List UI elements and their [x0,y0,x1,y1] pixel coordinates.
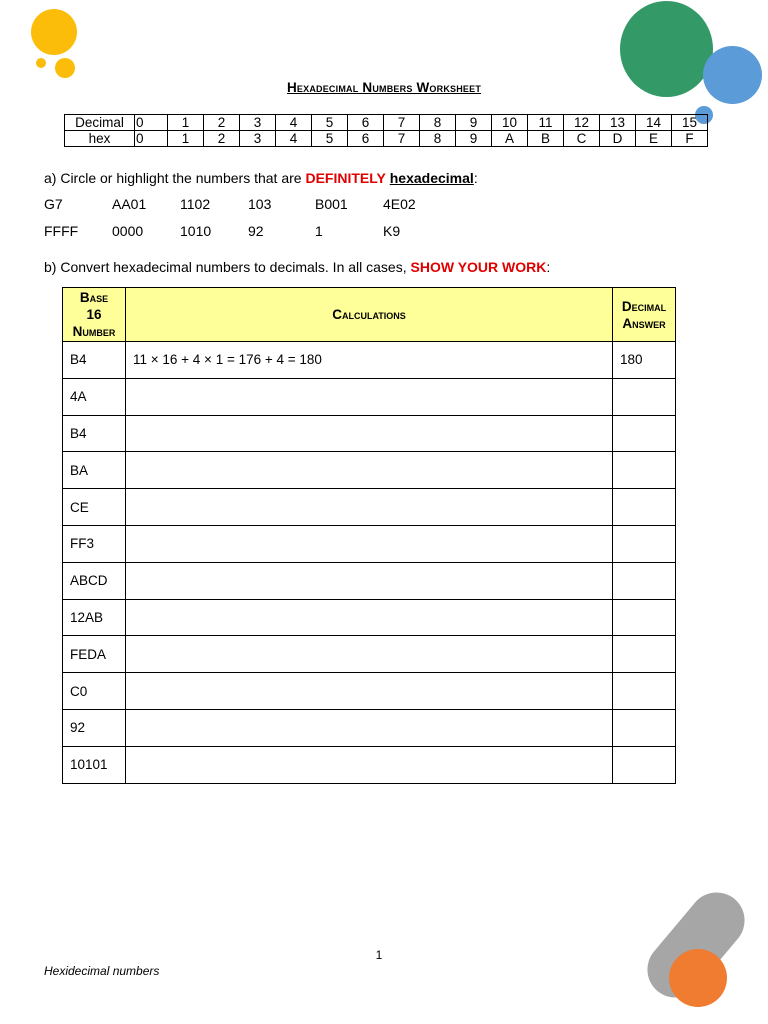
calculation-cell[interactable] [126,525,613,562]
hex-cell: E [636,131,672,147]
calculation-cell[interactable] [126,636,613,673]
number-options-row [44,223,464,250]
page-title: Hexadecimal Numbers Worksheet [286,80,482,95]
header-line: 16 [86,307,102,322]
decimal-cell: 15 [672,115,708,131]
calculation-cell[interactable] [126,452,613,489]
answer-cell[interactable] [613,452,676,489]
hex-number-cell: 92 [63,709,126,746]
hex-number-cell: B4 [63,342,126,379]
hex-number-cell: FEDA [63,636,126,673]
hex-cell: 2 [204,131,240,147]
calculation-cell[interactable] [126,599,613,636]
number-options [44,196,464,250]
question-a-emphasis: DEFINITELY [305,170,386,186]
decimal-cell: 10 [492,115,528,131]
answer-cell[interactable] [613,636,676,673]
calculation-cell[interactable]: 11 × 16 + 4 × 1 = 176 + 4 = 180 [126,342,613,379]
decimal-cell: 0 [135,115,168,131]
answer-cell[interactable] [613,599,676,636]
hex-cell: B [528,131,564,147]
answer-cell[interactable] [613,489,676,526]
decorative-blue-circle [703,46,762,104]
calculation-cell[interactable] [126,746,613,783]
number-option[interactable]: G7 [44,196,63,212]
decimal-cell: 8 [420,115,456,131]
decimal-hex-table [64,114,708,147]
answer-cell[interactable] [613,378,676,415]
hex-cell: C [564,131,600,147]
table-header-row [63,288,676,342]
hex-cell: 1 [168,131,204,147]
table-row [63,415,676,452]
decorative-yellow-circle [31,9,77,55]
header-line: Number [72,324,116,339]
hex-cell: F [672,131,708,147]
hex-cell: 7 [384,131,420,147]
hex-cell: 8 [420,131,456,147]
calculations-header: Calculations [126,288,613,342]
header-line: Answer [622,315,666,331]
header-line: Base [79,290,109,305]
number-option[interactable]: 103 [248,196,272,212]
hex-cell: 3 [240,131,276,147]
answer-cell[interactable] [613,525,676,562]
hex-number-cell: 12AB [63,599,126,636]
hex-cell: D [600,131,636,147]
page-number: 1 [375,948,383,962]
hex-number-cell: CE [63,489,126,526]
table-row [63,636,676,673]
decimal-row [65,115,708,131]
number-option[interactable]: 0000 [112,223,144,239]
number-option[interactable]: K9 [383,223,401,239]
answer-cell[interactable] [613,562,676,599]
hex-label: hex [65,131,135,147]
decimal-label: Decimal [65,115,135,131]
number-option[interactable]: B001 [315,196,348,212]
question-a-suffix: : [473,170,478,186]
decimal-cell: 12 [564,115,600,131]
calculation-cell[interactable] [126,489,613,526]
hex-cell: A [492,131,528,147]
decorative-yellow-dot [55,58,75,78]
decimal-cell: 2 [204,115,240,131]
hex-number-cell: 4A [63,378,126,415]
base-number-header [63,288,126,342]
number-option[interactable]: 92 [248,223,264,239]
answer-cell[interactable] [613,709,676,746]
table-row [63,673,676,710]
answer-cell[interactable]: 180 [613,342,676,379]
decimal-cell: 6 [348,115,384,131]
table-row [63,452,676,489]
decimal-cell: 5 [312,115,348,131]
decimal-cell: 1 [168,115,204,131]
table-row [63,746,676,783]
table-row [63,525,676,562]
table-row [63,342,676,379]
question-a-underlined: hexadecimal [389,170,474,186]
decorative-yellow-dot-small [36,58,46,68]
question-b [44,259,550,275]
hex-cell: 6 [348,131,384,147]
hex-number-cell: ABCD [63,562,126,599]
answer-cell[interactable] [613,746,676,783]
hex-cell: 9 [456,131,492,147]
answer-cell[interactable] [613,415,676,452]
number-option[interactable]: 1102 [180,196,211,212]
number-option[interactable]: 4E02 [383,196,416,212]
hex-number-cell: C0 [63,673,126,710]
hex-number-cell: B4 [63,415,126,452]
table-row [63,489,676,526]
number-options-row [44,196,464,223]
calculation-cell[interactable] [126,673,613,710]
question-b-prefix: b) Convert hexadecimal numbers to decimals. In all cases, [44,259,411,275]
answer-cell[interactable] [613,673,676,710]
calculation-cell[interactable] [126,415,613,452]
decimal-cell: 14 [636,115,672,131]
table-row [63,709,676,746]
calculation-cell[interactable] [126,562,613,599]
decimal-cell: 11 [528,115,564,131]
number-option[interactable]: 1 [315,223,323,239]
table-row [63,378,676,415]
calculation-cell[interactable] [126,378,613,415]
table-row [63,599,676,636]
hex-number-cell: FF3 [63,525,126,562]
number-option[interactable]: 1010 [180,223,212,239]
decimal-answer-header [613,288,676,342]
decimal-cell: 13 [600,115,636,131]
header-line: Decimal [621,298,667,314]
number-option[interactable]: AA01 [112,196,147,212]
question-b-emphasis: SHOW YOUR WORK [410,259,547,275]
decimal-cell: 4 [276,115,312,131]
hex-cell: 4 [276,131,312,147]
question-a [44,170,478,186]
footer-text: Hexidecimal numbers [44,964,160,978]
hex-cell: 5 [312,131,348,147]
decimal-cell: 9 [456,115,492,131]
hex-number-cell: BA [63,452,126,489]
conversion-work-table [62,287,676,784]
number-option[interactable]: FFFF [44,223,79,239]
hex-cell: 0 [135,131,168,147]
hex-row [65,131,708,147]
calculation-cell[interactable] [126,709,613,746]
decimal-cell: 3 [240,115,276,131]
decimal-cell: 7 [384,115,420,131]
table-row [63,562,676,599]
hex-number-cell: 10101 [63,746,126,783]
question-a-prefix: a) Circle or highlight the numbers that are [44,170,306,186]
question-b-suffix: : [546,259,551,275]
